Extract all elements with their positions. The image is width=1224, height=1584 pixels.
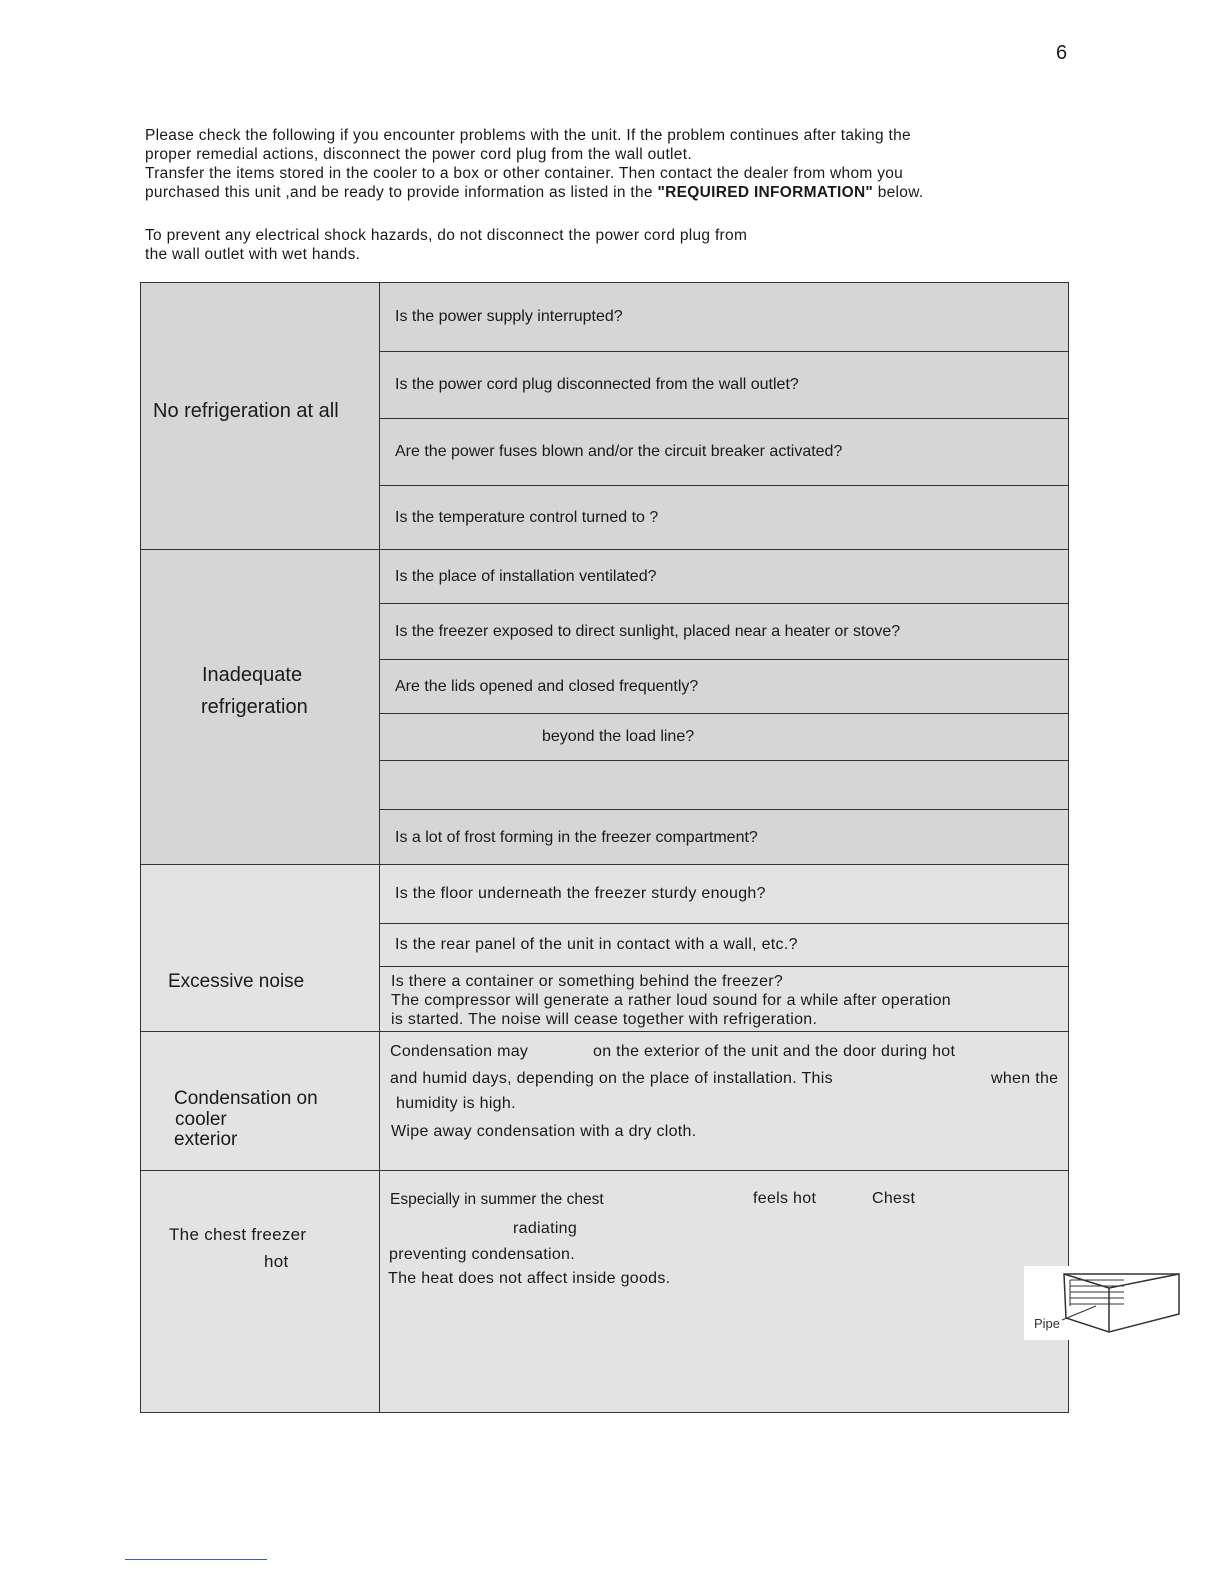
condensation-text: Wipe away condensation with a dry cloth. [391,1123,697,1140]
check-row: Are the lids opened and closed frequently? [380,660,1068,714]
hot-text: preventing condensation. [389,1246,575,1263]
shock-warning [145,226,905,264]
warning-line: To prevent any electrical shock hazards, do not disconnect the power cord plug from [145,227,748,244]
hot-text: radiating [513,1220,578,1237]
check-row: Is the power supply interrupted? [380,283,1068,352]
condensation-text: and humid days, depending on the place of installation. This [390,1070,833,1087]
check-row: Is the freezer exposed to direct sunlight, placed near a heater or stove? [380,604,1068,660]
checks-column [380,283,1068,549]
pipe-label: Pipe [1034,1316,1061,1331]
check-line: is started. The noise will cease together with refrigeration. [391,1011,818,1028]
check-row-empty [380,761,1068,810]
intro-line: proper remedial actions, disconnect the power cord plug from the wall outlet. [145,146,692,163]
cause-label: Inadequate [202,664,303,686]
cause-label: Condensation on [174,1088,318,1109]
cause-cell [141,1171,380,1412]
required-information-label: "REQUIRED INFORMATION" [657,184,874,201]
cause-cell [141,283,380,549]
cause-label: refrigeration [201,696,308,718]
checks-column [380,1171,1068,1412]
hot-text: feels hot [753,1190,817,1207]
cause-label: cooler [175,1109,227,1130]
cause-label: exterior [174,1129,238,1150]
page-number: 6 [1056,42,1068,64]
intro-line-text: purchased this unit ,and be ready to provide information as listed in the [145,184,658,201]
pipe-diagram [1024,1266,1210,1340]
section-chest-hot [141,1171,1068,1412]
cause-cell [141,1032,380,1170]
check-row: Is the floor underneath the freezer sturdy enough? [380,865,1068,924]
troubleshooting-table [140,282,1069,1413]
hot-text: Especially in summer the chest [390,1191,604,1208]
section-excessive-noise [141,865,1068,1032]
check-row: beyond the load line? [380,714,1068,761]
cause-cell [141,550,380,864]
cause-label: Excessive noise [168,971,305,992]
cause-cell [141,865,380,1031]
check-row: Is a lot of frost forming in the freezer compartment? [395,828,758,846]
footer-underline [125,1559,267,1560]
section-no-refrigeration [141,283,1068,550]
intro-line [145,183,1045,202]
check-row: Are the power fuses blown and/or the circuit breaker activated? [380,419,1068,486]
hot-text: Chest [872,1190,916,1207]
intro-line: Transfer the items stored in the cooler to a box or other container. Then contact the dealer from whom you [145,165,904,182]
pipe-pointer [1062,1306,1096,1320]
condensation-text: on the exterior of the unit and the door during hot [593,1043,956,1060]
check-row: Is the rear panel of the unit in contact with a wall, etc.? [380,924,1068,967]
intro-line-text: below. [873,184,924,201]
check-line: Is there a container or something behind the freezer? [391,973,784,990]
condensation-text: Condensation may [390,1043,529,1060]
warning-line: the wall outlet with wet hands. [145,246,361,263]
intro-paragraph [145,126,1045,202]
checks-column [380,865,1068,1031]
checks-column [380,1032,1068,1170]
check-line: The compressor will generate a rather loud sound for a while after operation [391,992,951,1009]
check-row: Is the power cord plug disconnected from the wall outlet? [380,352,1068,419]
intro-line: Please check the following if you encounter problems with the unit. If the problem continues after taking the [145,127,911,144]
freezer-body-outline [1064,1274,1179,1332]
section-inadequate-refrigeration [141,550,1068,865]
check-row: Is the place of installation ventilated? [380,550,1068,604]
freezer-pipe-illustration [1024,1266,1210,1340]
condensation-text: humidity is high. [396,1095,516,1112]
check-row: Is the temperature control turned to ? [395,509,659,526]
checks-column [380,550,1068,864]
hot-text: The heat does not affect inside goods. [388,1270,671,1287]
condensation-text: when the [991,1070,1059,1087]
cause-label: The chest freezer [169,1225,307,1244]
cause-label: No refrigeration at all [153,400,339,422]
cause-label: hot [264,1252,289,1271]
section-condensation [141,1032,1068,1171]
check-row-multiline [380,967,1068,1032]
